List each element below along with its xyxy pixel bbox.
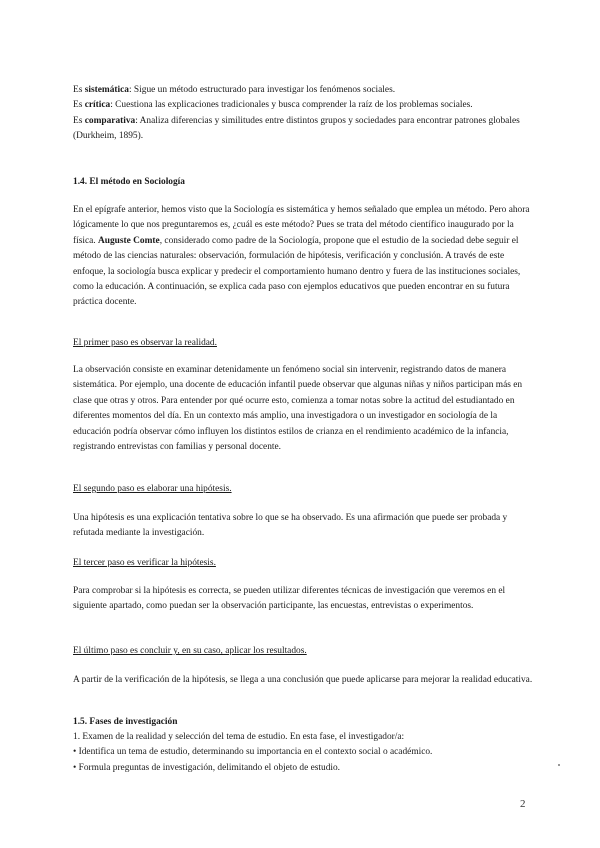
characteristic-critical: Es crítica: Cuestiona las explicaciones tradicionales y busca comprender la raíz de los problemas sociales. [73,100,473,111]
step-1-text: La observación consiste en examinar detenidamente un fenómeno social sin intervenir, registrando datos de manera sistemática. Por ejemplo, una docente de educación infantil puede observar que algunas niñas y niños participan más en clase que otras y otros. Para entender por qué ocurre esto, comienza a tomar notas sobre la actitud del estudiantado en diferentes momentos del día. En un contexto más amplio, una investigadora o un investigador en sociología de la educación podría observar cómo influyen los distintos estilos de crianza en el rendimiento académico de la infancia, registrando entrevistas con familias y personal docente. [73,365,523,453]
phase-bullet-2: • Formula preguntas de investigación, delimitando el objeto de estudio. [73,762,341,773]
step-3-title: El tercer paso es verificar la hipótesis. [73,558,216,568]
step-3-text: Para comprobar si la hipótesis es correcta, se pueden utilizar diferentes técnicas de investigación que veremos en el siguiente apartado, como puedan ser la observación participante, las encuestas, entrevistas o experimentos. [73,586,506,612]
intro-characteristics [73,83,533,145]
phases-list [73,730,533,776]
step-1-title: El primer paso es observar la realidad. [73,338,217,348]
step-2-text: Una hipótesis es una explicación tentativa sobre lo que se ha observado. Es una afirmación que puede ser probada y refutada mediante la investigación. [73,513,508,539]
section-heading-phases: 1.5. Fases de investigación [73,717,178,727]
author-name: Auguste Comte [98,235,160,246]
step-4-text: A partir de la verificación de la hipótesis, se llega a una conclusión que puede aplicarse para mejorar la realidad educativa. [73,675,533,685]
characteristic-systematic: Es sistemática: Sigue un método estructurado para investigar los fenómenos sociales. [73,85,396,95]
term-comparative: comparativa [84,115,136,126]
section-heading-method: 1.4. El método en Sociología [73,177,185,187]
scan-speck [558,764,560,766]
page-number: 2 [520,798,526,810]
step-2-title: El segundo paso es elaborar una hipótesis. [73,484,232,494]
phase-1-line: 1. Examen de la realidad y selección del tema de estudio. En esta fase, el investigador/a: [73,732,405,742]
method-paragraph: En el epígrafe anterior, hemos visto que la Sociología es sistemática y hemos señalado que emplea un método. Pero ahora lógicamente lo que nos preguntaremos es, ¿cuál es este método? Pues se trata del método científico inaugurado por la física. Auguste Comte, considerado como padre de la Sociología, propone que el estudio de la sociedad debe seguir el método de las ciencias naturales: observación, formulación de hipótesis, verificación y conclusión. A través de este enfoque, la sociología busca explicar y predecir el comportamiento humano dentro y fuera de las instituciones sociales, como la educación. A continuación, se explica cada paso con ejemplos educativos que pueden encontrar en su futura práctica docente. [73,205,530,308]
phase-bullet-1: • Identifica un tema de estudio, determinando su importancia en el contexto social o académico. [73,747,433,758]
term-critical: crítica [84,100,111,111]
characteristic-comparative: Es comparativa: Analiza diferencias y similitudes entre distintos grupos y sociedades para encontrar patrones globales (Durkheim, 1895). [73,115,520,142]
term-systematic: sistemática [84,85,129,95]
step-4-title: El último paso es concluir y, en su caso, aplicar los resultados. [73,646,307,656]
